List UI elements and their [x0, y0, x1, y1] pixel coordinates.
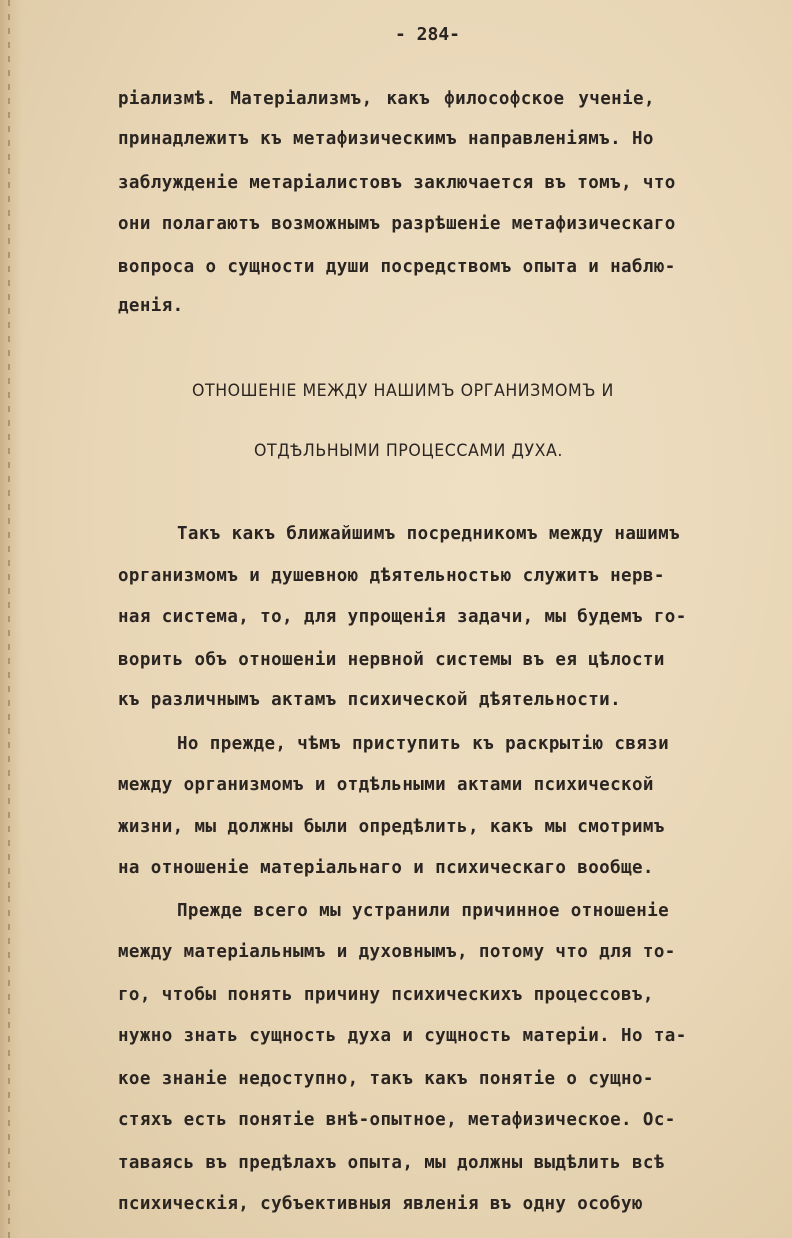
text-line: Прежде всего мы устранили причинное отношеніе — [177, 901, 670, 921]
text-line: ворить объ отношеніи нервной системы въ ея цѣлости — [118, 650, 665, 670]
page-number: - 284- — [395, 24, 461, 45]
text-line: между организмомъ и отдѣльными актами психической — [118, 775, 654, 795]
text-line: организмомъ и душевною дѣятельностью служитъ нерв- — [118, 566, 665, 586]
text-line: го, чтобы понять причину психическихъ процессовъ, — [118, 985, 654, 1005]
text-line: психическія, субъективныя явленія въ одну особую — [118, 1194, 643, 1214]
text-line: на отношеніе матеріальнаго и психическаго вообще. — [118, 858, 654, 878]
text-line: жизни, мы должны были опредѣлить, какъ мы смотримъ — [118, 817, 665, 837]
text-line: нужно знать сущность духа и сущность матеріи. Но та- — [118, 1026, 687, 1046]
text-line: заблужденіе метаріалистовъ заключается въ томъ, что — [118, 173, 676, 193]
section-heading-line-1: ОТНОШЕНІЕ МЕЖДУ НАШИМЪ ОРГАНИЗМОМЪ И — [192, 381, 614, 401]
text-line: денія. — [118, 296, 184, 316]
text-line: стяхъ есть понятіе внѣ-опытное, метафизическое. Ос- — [118, 1110, 676, 1130]
text-line: ріализмѣ. Матеріализмъ, какъ философское ученіе, — [118, 89, 655, 109]
text-line: къ различнымъ актамъ психической дѣятельности. — [118, 690, 622, 710]
page-binding-edge — [0, 0, 22, 1238]
text-line: принадлежитъ къ метафизическимъ направленіямъ. Но — [118, 129, 654, 149]
text-line: ная система, то, для упрощенія задачи, мы будемъ го- — [118, 607, 687, 627]
section-heading-line-2: ОТДѢЛЬНЫМИ ПРОЦЕССАМИ ДУХА. — [254, 441, 563, 461]
text-line: Но прежде, чѣмъ приступить къ раскрытію связи — [177, 734, 670, 754]
text-line: кое знаніе недоступно, такъ какъ понятіе о сущно- — [118, 1069, 654, 1089]
text-line: таваясь въ предѣлахъ опыта, мы должны выдѣлить всѣ — [118, 1153, 665, 1173]
text-line: вопроса о сущности души посредствомъ опыта и наблю- — [118, 257, 676, 277]
text-line: они полагаютъ возможнымъ разрѣшеніе метафизическаго — [118, 214, 676, 234]
text-line: Такъ какъ ближайшимъ посредникомъ между нашимъ — [177, 524, 681, 544]
text-line: между матеріальнымъ и духовнымъ, потому что для то- — [118, 942, 676, 962]
